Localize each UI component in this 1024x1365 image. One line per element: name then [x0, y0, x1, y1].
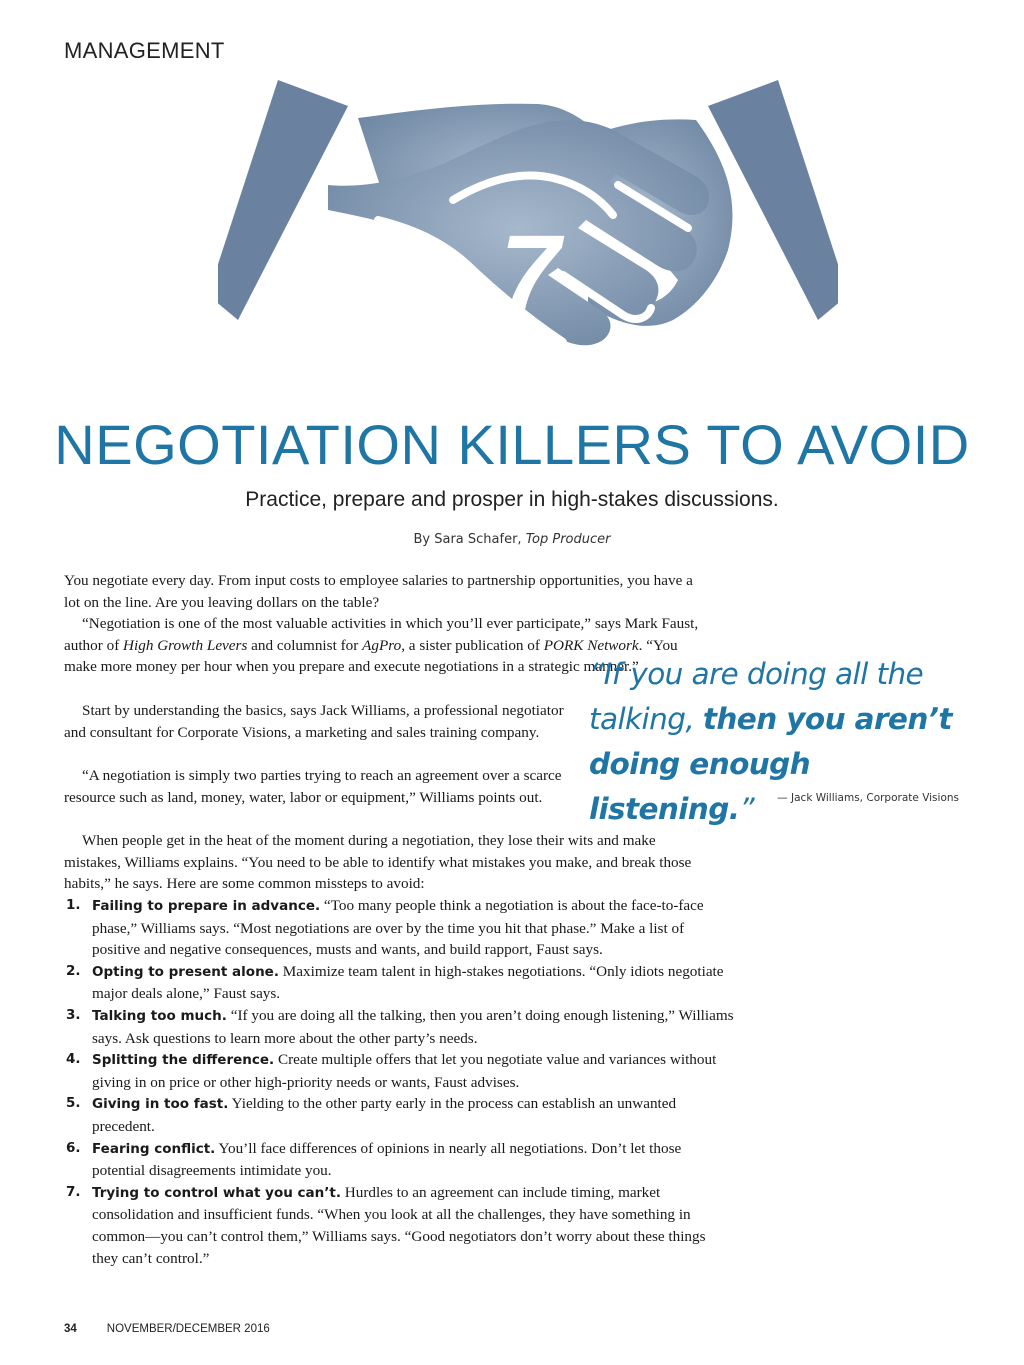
page-footer [64, 1323, 270, 1335]
paragraph-faust-text-1: “Negotiation is one of the most valuable activities in which you’ll ever participate,” says Mark Faust, author of [64, 615, 699, 654]
list-item-number: 1. [66, 897, 81, 913]
list-item [64, 1049, 734, 1093]
missteps-list [64, 895, 734, 1269]
byline-source: Top Producer [525, 532, 611, 547]
list-item-text: “Too many people think a negotiation is about the face-to-face phase,” Williams says. “Most negotiations are over by the time you hit that phase.” Make a list of positive and negative consequences, musts and wants, and build rapport, Faust says. [92, 897, 704, 959]
list-item-number: 5. [66, 1095, 81, 1112]
list-item-text: Yielding to the other party early in the process can establish an unwanted precedent. [92, 1095, 677, 1135]
list-item-text: “If you are doing all the talking, then you aren’t doing enough listening,” Williams says. Ask questions to learn more about the other party’s needs. [92, 1006, 734, 1047]
paragraph-faust-text-4: . “You make more money per hour when you prepare and execute negotiations in a strategic manner.” [64, 636, 678, 676]
list-item-number: 3. [66, 1006, 81, 1023]
publication-pork: PORK Network [543, 636, 639, 654]
handshake-icon [218, 70, 838, 415]
byline-author: By Sara Schafer, [413, 532, 526, 547]
issue-date: NOVEMBER/DECEMBER 2016 [106, 1323, 270, 1335]
list-item-number: 2. [66, 962, 81, 979]
list-item-number: 4. [66, 1051, 81, 1068]
pull-quote-bold: then you aren’t doing enough listening. [589, 702, 952, 826]
paragraph-faust-text-3: , a sister publication of [401, 636, 544, 654]
list-item-lead: Fearing conflict. [92, 1140, 216, 1157]
pull-quote-open: “If you are doing all the talking, [589, 657, 924, 736]
list-item [64, 961, 734, 1005]
subtitle: Practice, prepare and prosper in high-stakes discussions. [245, 488, 779, 511]
list-item-lead: Giving in too fast. [92, 1096, 229, 1113]
publication-agpro: AgPro [362, 636, 402, 654]
list-item [64, 895, 734, 961]
list-item [64, 1093, 734, 1137]
page-number: 34 [64, 1323, 77, 1335]
list-item-lead: Talking too much. [92, 1007, 227, 1024]
list-item-lead: Trying to control what you can’t. [92, 1184, 341, 1201]
book-title: High Growth Levers [123, 636, 248, 654]
paragraph-faust-text-2: and columnist for [247, 636, 363, 654]
list-item-number: 6. [66, 1139, 81, 1156]
pull-quote [589, 652, 969, 832]
list-item-lead: Failing to prepare in advance. [92, 898, 321, 914]
list-item-lead: Opting to present alone. [92, 963, 279, 980]
hero-number: 7 [499, 212, 561, 333]
paragraph-basics: Start by understanding the basics, says Jack Williams, a professional negotiator and consultant for Corporate Visions, a marketing and sales training company. [64, 702, 564, 741]
list-item-text: Hurdles to an agreement can include timing, market consolidation and insufficient funds. “When you look at all the challenges, they have something in common—you can’t control them,” Williams says. “Good negotiators don’t worry about these things they can’t control.” [92, 1183, 706, 1267]
byline [0, 532, 1024, 547]
page-title: NEGOTIATION KILLERS TO AVOID [54, 413, 970, 476]
paragraph-mistakes: When people get in the heat of the moment during a negotiation, they lose their wits and make mistakes, Williams explains. “You need to be able to identify what mistakes you make, and break those habits,” he says. Here are some common missteps to avoid: [64, 832, 692, 893]
paragraph-definition: “A negotiation is simply two parties trying to reach an agreement over a scarce resource such as land, money, water, labor or equipment,” Williams points out. [64, 767, 562, 806]
list-item-text: You’ll face differences of opinions in nearly all negotiations. Don’t let those potential disagreements intimidate you. [92, 1139, 682, 1180]
pull-quote-attribution: — Jack Williams, Corporate Visions [777, 792, 959, 804]
list-item-text: Maximize team talent in high-stakes negotiations. “Only idiots negotiate major deals alone,” Faust says. [92, 962, 724, 1003]
section-label: MANAGEMENT [64, 38, 225, 63]
pull-quote-close: ” [739, 792, 755, 826]
list-item-lead: Splitting the difference. [92, 1052, 275, 1069]
list-item [64, 1138, 734, 1182]
list-item [64, 1182, 734, 1269]
list-item-number: 7. [66, 1183, 81, 1200]
list-item [64, 1005, 734, 1049]
list-item-text: Create multiple offers that let you negotiate value and variances without giving in on price or other high-priority needs or wants, Faust advises. [92, 1051, 717, 1091]
paragraph-intro: You negotiate every day. From input costs to employee salaries to partnership opportunities, you have a lot on the line. Are you leaving dollars on the table? [64, 572, 693, 611]
